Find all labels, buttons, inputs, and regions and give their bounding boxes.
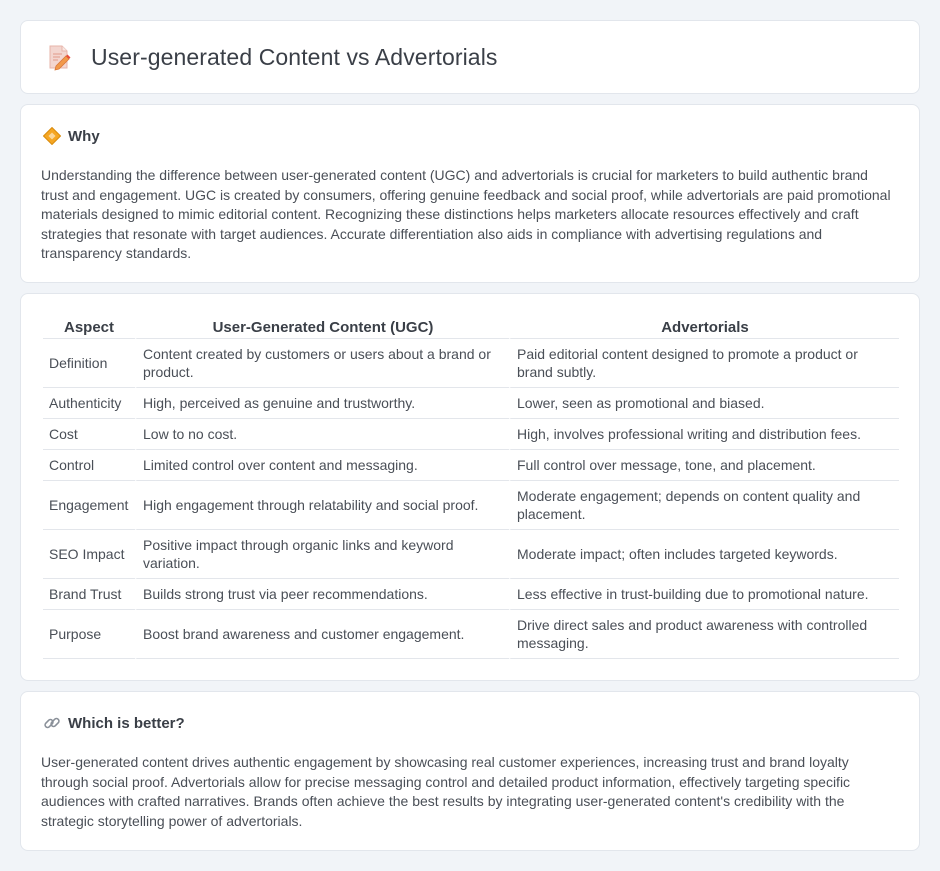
cell-advertorials: Drive direct sales and product awareness with controlled messaging. (509, 610, 899, 659)
why-heading (43, 127, 100, 145)
cell-aspect: Brand Trust (43, 579, 135, 610)
cell-aspect: Definition (43, 339, 135, 388)
table-row (43, 388, 899, 419)
title-card (20, 20, 920, 94)
cell-advertorials: Lower, seen as promotional and biased. (509, 388, 899, 419)
cell-ugc: Content created by customers or users about a brand or product. (135, 339, 509, 388)
table-row (43, 530, 899, 579)
table-row (43, 481, 899, 530)
title-row (47, 43, 498, 71)
document-pencil-icon (47, 43, 71, 71)
cell-ugc: Builds strong trust via peer recommendations. (135, 579, 509, 610)
comparison-table (43, 314, 899, 659)
header-aspect: Aspect (43, 314, 135, 339)
which-is-better-card (20, 691, 920, 851)
better-heading (43, 714, 185, 732)
cell-advertorials: High, involves professional writing and distribution fees. (509, 419, 899, 450)
why-card (20, 104, 920, 283)
why-body: Understanding the difference between user-generated content (UGC) and advertorials is crucial for marketers to build authentic brand trust and engagement. UGC is created by consumers, offering genuine feedback and social proof, while advertorials are paid promotional materials designed to mimic editorial content. Recognizing these distinctions helps marketers allocate resources effectively and craft strategies that resonate with target audiences. Accurate differentiation also aids in compliance with advertising regulations and transparency standards. (41, 167, 891, 261)
table-header-row (43, 314, 899, 339)
table-row (43, 450, 899, 481)
table-row (43, 339, 899, 388)
better-body: User-generated content drives authentic engagement by showcasing real customer experiences, increasing trust and brand loyalty through social proof. Advertorials allow for precise messaging control and detailed product information, effectively targeting specific audiences with crafted narratives. Brands often achieve the best results by integrating user-generated content's credibility with the strategic storytelling power of advertorials. (41, 754, 851, 829)
cell-aspect: Authenticity (43, 388, 135, 419)
cell-aspect: Engagement (43, 481, 135, 530)
diamond-sign-icon (43, 127, 61, 145)
link-icon (43, 714, 61, 732)
cell-advertorials: Paid editorial content designed to promote a product or brand subtly. (509, 339, 899, 388)
header-advertorials: Advertorials (509, 314, 899, 339)
cell-aspect: Purpose (43, 610, 135, 659)
page-title: User-generated Content vs Advertorials (91, 43, 498, 70)
cell-ugc: Positive impact through organic links and keyword variation. (135, 530, 509, 579)
table-row (43, 610, 899, 659)
cell-advertorials: Moderate engagement; depends on content quality and placement. (509, 481, 899, 530)
comparison-card (20, 293, 920, 681)
cell-advertorials: Moderate impact; often includes targeted keywords. (509, 530, 899, 579)
cell-ugc: Low to no cost. (135, 419, 509, 450)
cell-ugc: Limited control over content and messaging. (135, 450, 509, 481)
cell-aspect: Control (43, 450, 135, 481)
cell-advertorials: Less effective in trust-building due to promotional nature. (509, 579, 899, 610)
table-row (43, 419, 899, 450)
cell-aspect: SEO Impact (43, 530, 135, 579)
cell-aspect: Cost (43, 419, 135, 450)
header-ugc: User-Generated Content (UGC) (135, 314, 509, 339)
cell-advertorials: Full control over message, tone, and placement. (509, 450, 899, 481)
cell-ugc: Boost brand awareness and customer engagement. (135, 610, 509, 659)
cell-ugc: High engagement through relatability and social proof. (135, 481, 509, 530)
cell-ugc: High, perceived as genuine and trustworthy. (135, 388, 509, 419)
better-title: Which is better? (68, 714, 185, 732)
table-row (43, 579, 899, 610)
why-title: Why (68, 127, 100, 145)
